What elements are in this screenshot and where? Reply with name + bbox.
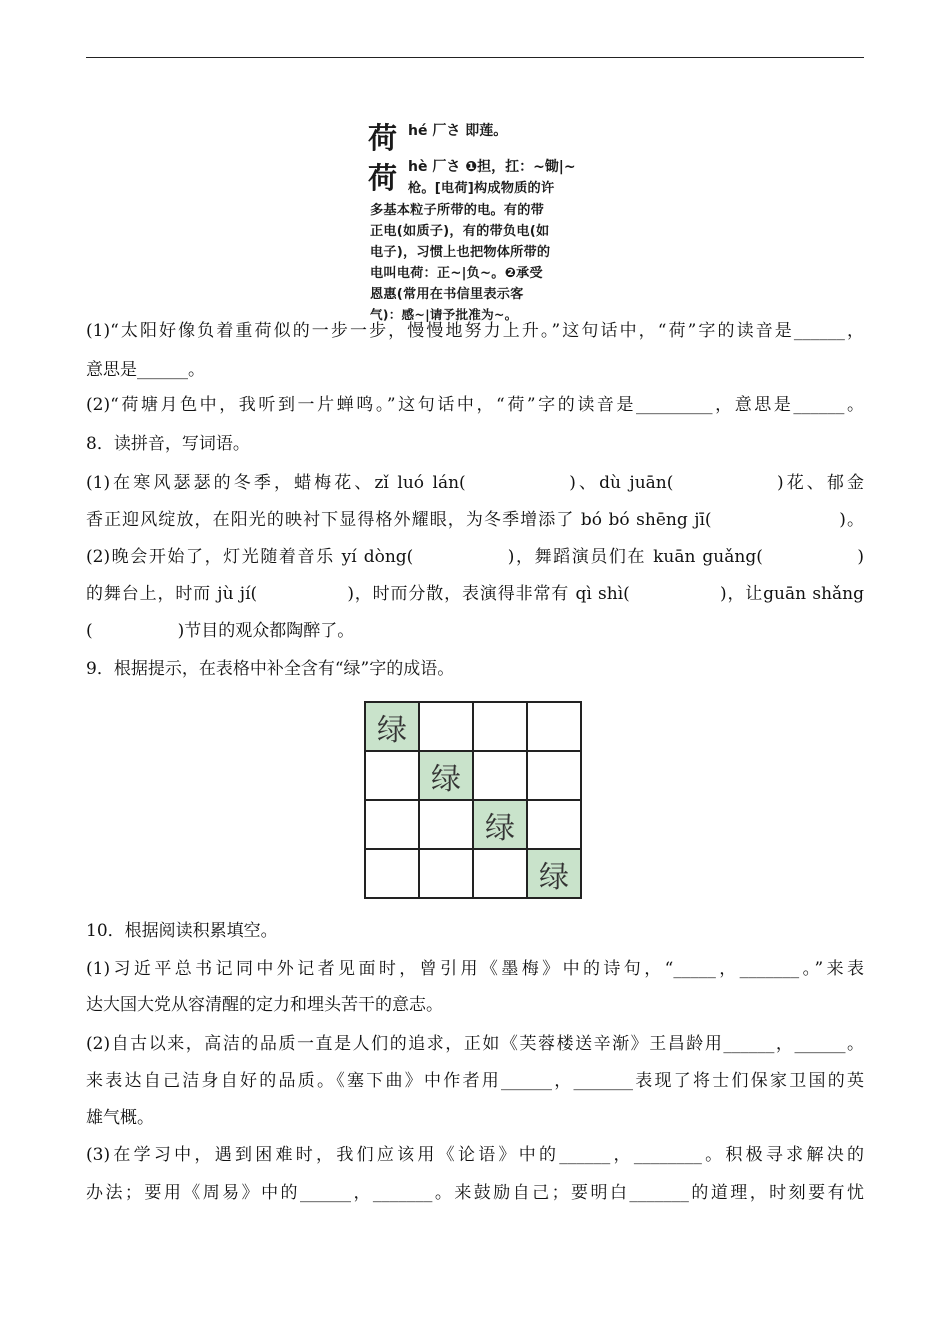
grid-cell[interactable] bbox=[473, 751, 527, 800]
q10-line1: (1)习近平总书记同中外记者见面时，曾引用《墨梅》中的诗句，“_____，_______。”来表 bbox=[86, 959, 864, 979]
dictionary-line: 正电(如质子)，有的带负电(如 bbox=[370, 224, 550, 239]
dictionary-entry-1: hé 厂さ 即莲。 bbox=[408, 123, 508, 139]
q7-part1-line2: 意思是______。 bbox=[86, 360, 205, 380]
q8-title: 8．读拼音，写词语。 bbox=[86, 434, 250, 454]
grid-cell[interactable] bbox=[365, 849, 419, 898]
q8-line1: (1)在寒风瑟瑟的冬季，蜡梅花、zǐ luó lán( )、dù juān( )花、郁金 bbox=[86, 473, 864, 493]
grid-cell[interactable] bbox=[419, 800, 473, 849]
q9-title: 9．根据提示，在表格中补全含有“绿”字的成语。 bbox=[86, 659, 455, 679]
q7-part2: (2)“荷塘月色中，我听到一片蝉鸣。”这句话中，“荷”字的读音是_________，意思是______。 bbox=[86, 395, 864, 415]
dictionary-line: 气)：感~|请予批准为~。 bbox=[370, 307, 518, 322]
grid-row bbox=[365, 800, 581, 849]
q10-line7: 办法；要用《周易》中的______，_______。来鼓励自己；要明白_______的道理，时刻要有忧 bbox=[86, 1183, 864, 1203]
q10-line3: (2)自古以来，高洁的品质一直是人们的追求，正如《芙蓉楼送辛渐》王昌龄用______，______。 bbox=[86, 1034, 864, 1054]
q8-line4: 的舞台上，时而 jù jí( )，时而分散，表演得非常有 qì shì( )，让guān shǎng bbox=[86, 584, 864, 604]
dictionary-line: 恩惠(常用在书信里表示客 bbox=[370, 287, 524, 302]
grid-cell[interactable] bbox=[473, 849, 527, 898]
grid-cell[interactable] bbox=[365, 751, 419, 800]
dictionary-line: 枪。[电荷]构成物质的许 bbox=[408, 181, 555, 196]
grid-row bbox=[365, 751, 581, 800]
header-rule bbox=[86, 57, 864, 58]
grid-cell[interactable] bbox=[473, 702, 527, 751]
dictionary-entry-image bbox=[366, 112, 586, 322]
grid-cell[interactable] bbox=[527, 800, 581, 849]
idiom-grid bbox=[364, 701, 582, 899]
q10-line2: 达大国大党从容清醒的定力和埋头苦干的意志。 bbox=[86, 995, 443, 1015]
q8-line5: ( )节目的观众都陶醉了。 bbox=[86, 621, 355, 641]
grid-cell[interactable] bbox=[365, 800, 419, 849]
grid-row bbox=[365, 702, 581, 751]
grid-cell[interactable] bbox=[527, 702, 581, 751]
grid-cell[interactable] bbox=[527, 751, 581, 800]
dictionary-line: 电叫电荷：正~|负~。❷承受 bbox=[370, 266, 543, 281]
q7-part1-line1: (1)“太阳好像负着重荷似的一步一步，慢慢地努力上升。”这句话中，“荷”字的读音是______， bbox=[86, 321, 864, 341]
grid-cell: 绿 bbox=[527, 849, 581, 898]
q8-line2: 香正迎风绽放，在阳光的映衬下显得格外耀眼，为冬季增添了 bó bó shēng jī( )。 bbox=[86, 510, 864, 530]
grid-cell[interactable] bbox=[419, 849, 473, 898]
dictionary-entry-2-first: hè 厂さ ❶担，扛：~锄|~ bbox=[408, 159, 576, 175]
dictionary-line: 多基本粒子所带的电。有的带 bbox=[370, 203, 545, 218]
dictionary-line: 电子)，习惯上也把物体所带的 bbox=[370, 245, 551, 260]
grid-cell: 绿 bbox=[365, 702, 419, 751]
grid-cell: 绿 bbox=[419, 751, 473, 800]
q10-line4: 来表达自己洁身自好的品质。《塞下曲》中作者用______，_______表现了将士们保家卫国的英 bbox=[86, 1071, 864, 1091]
q10-line5: 雄气概。 bbox=[86, 1108, 154, 1128]
grid-cell[interactable] bbox=[419, 702, 473, 751]
dictionary-char-2: 荷 bbox=[368, 161, 398, 195]
q10-line6: (3)在学习中，遇到困难时，我们应该用《论语》中的______，________。积极寻求解决的 bbox=[86, 1145, 864, 1165]
grid-row bbox=[365, 849, 581, 898]
grid-cell: 绿 bbox=[473, 800, 527, 849]
dictionary-char-1: 荷 bbox=[368, 121, 398, 155]
q10-title: 10．根据阅读积累填空。 bbox=[86, 921, 278, 941]
q8-line3: (2)晚会开始了，灯光随着音乐 yí dòng( )，舞蹈演员们在 kuān guǎng( ) bbox=[86, 547, 864, 567]
